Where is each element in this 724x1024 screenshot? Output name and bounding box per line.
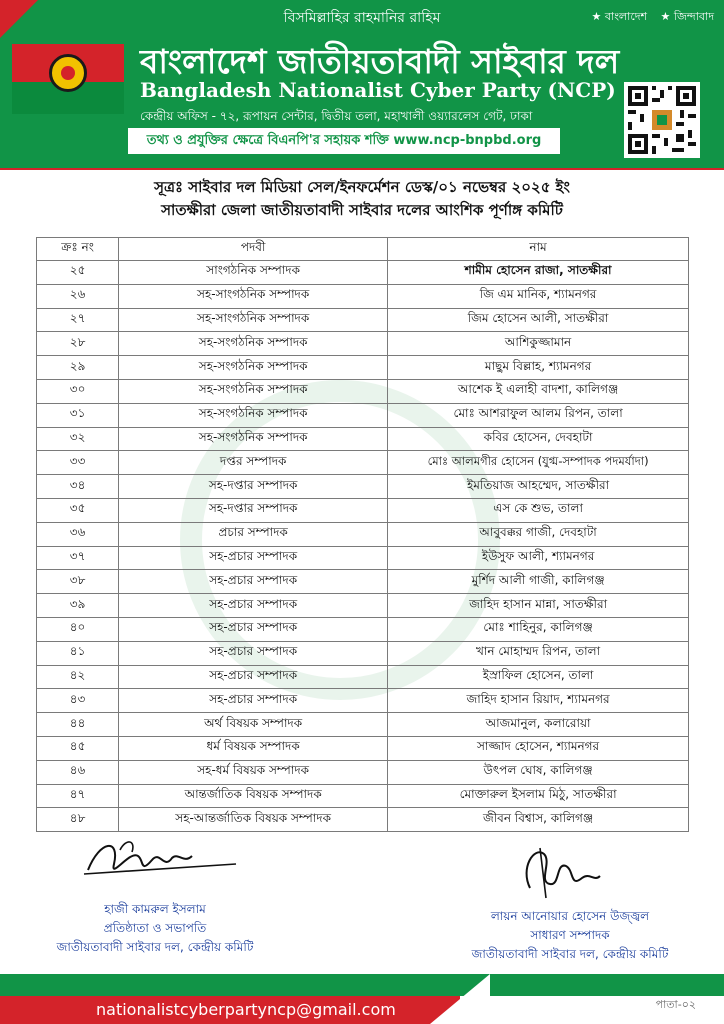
cell-name: আজমানুল, কলারোয়া [388, 713, 689, 737]
cell-name: মাছুম বিল্লাহ, শ্যামনগর [388, 356, 689, 380]
cell-designation: সহ-প্রচার সম্পাদক [119, 689, 388, 713]
table-row [37, 379, 689, 403]
signature-block-left [20, 900, 290, 957]
cell-serial: ৩০ [37, 379, 119, 403]
cell-serial: ৪১ [37, 641, 119, 665]
table-row [37, 689, 689, 713]
cell-serial: ২৯ [37, 356, 119, 380]
signature-right-icon [510, 838, 610, 904]
cell-designation: সহ-সংগঠনিক সম্পাদক [119, 356, 388, 380]
table-row [37, 617, 689, 641]
slogans [582, 8, 714, 27]
cell-serial: ২৫ [37, 261, 119, 285]
signatory-left-name: হাজী কামরুল ইসলাম [104, 902, 206, 916]
cell-designation: সহ-প্রচার সম্পাদক [119, 546, 388, 570]
org-title-bengali: বাংলাদেশ জাতীয়তাবাদী সাইবার দল [140, 42, 620, 81]
cell-name: ইউসুফ আলী, শ্যামনগর [388, 546, 689, 570]
cell-serial: ৪০ [37, 617, 119, 641]
signatory-left-org: জাতীয়তাবাদী সাইবার দল, কেন্দ্রীয় কমিটি [56, 940, 254, 954]
table-row [37, 808, 689, 832]
table-row [37, 546, 689, 570]
cell-serial: ৪৬ [37, 760, 119, 784]
signatory-right-org: জাতীয়তাবাদী সাইবার দল, কেন্দ্রীয় কমিটি [471, 947, 669, 961]
cell-name: এস কে শুভ, তালা [388, 498, 689, 522]
cell-serial: ৪৫ [37, 736, 119, 760]
cell-name: কবির হোসেন, দেবহাটা [388, 427, 689, 451]
table-row [37, 261, 689, 285]
table-row [37, 332, 689, 356]
table-row [37, 736, 689, 760]
tagline-website: তথ্য ও প্রযুক্তির ক্ষেত্রে বিএনপি'র সহায়ক শক্তি www.ncp-bnpbd.org [128, 128, 560, 154]
cell-serial: ৩৫ [37, 498, 119, 522]
cell-serial: ৪৩ [37, 689, 119, 713]
table-row [37, 784, 689, 808]
cell-serial: ৪৭ [37, 784, 119, 808]
cell-designation: সহ-সংগঠনিক সম্পাদক [119, 403, 388, 427]
cell-name: জি এম মানিক, শ্যামনগর [388, 284, 689, 308]
cell-name: শামীম হোসেন রাজা, সাতক্ষীরা [388, 261, 689, 285]
table-row [37, 475, 689, 499]
slogan-1: ★ বাংলাদেশ [591, 10, 648, 23]
cell-serial: ৩৯ [37, 594, 119, 618]
table-row [37, 427, 689, 451]
column-header-designation: পদবী [119, 238, 388, 261]
table-row [37, 308, 689, 332]
table-row [37, 641, 689, 665]
document-title-heading: সাতক্ষীরা জেলা জাতীয়তাবাদী সাইবার দলের আংশিক পূর্ণাঙ্গ কমিটি [161, 201, 563, 219]
cell-name: উৎপল ঘোষ, কালিগঞ্জ [388, 760, 689, 784]
signatory-right-role: সাধারণ সম্পাদক [530, 928, 610, 942]
cell-designation: সাংগঠনিক সম্পাদক [119, 261, 388, 285]
page-number: পাতা-০২ [655, 998, 696, 1011]
cell-serial: ৩৮ [37, 570, 119, 594]
cell-designation: সহ-প্রচার সম্পাদক [119, 665, 388, 689]
office-address: কেন্দ্রীয় অফিস - ৭২, রূপায়ন সেন্টার, দ্বিতীয় তলা, মহাখালী ওয়্যারলেস গেট, ঢাকা [140, 109, 533, 123]
qr-code-icon [624, 82, 700, 158]
cell-serial: ৪২ [37, 665, 119, 689]
cell-designation: সহ-প্রচার সম্পাদক [119, 617, 388, 641]
table-row [37, 498, 689, 522]
table-header-row [37, 238, 689, 261]
table-row [37, 570, 689, 594]
cell-name: জাহিদ হাসান রিয়াদ, শ্যামনগর [388, 689, 689, 713]
cell-name: সাজ্জাদ হোসেন, শ্যামনগর [388, 736, 689, 760]
cell-name: জাহিদ হাসান মান্না, সাতক্ষীরা [388, 594, 689, 618]
table-row [37, 594, 689, 618]
table-row [37, 522, 689, 546]
table-row [37, 284, 689, 308]
cell-serial: ২৬ [37, 284, 119, 308]
signature-left-icon [80, 830, 240, 892]
cell-designation: দপ্তর সম্পাদক [119, 451, 388, 475]
signatory-right-name: লায়ন আনোয়ার হোসেন উজ্জ্বল [490, 909, 650, 923]
signatory-left-role: প্রতিষ্ঠাতা ও সভাপতি [103, 921, 207, 935]
cell-designation: সহ-সংগঠনিক সম্পাদক [119, 379, 388, 403]
cell-designation: সহ-আন্তর্জাতিক বিষয়ক সম্পাদক [119, 808, 388, 832]
cell-name: মোঃ শাহিনুর, কালিগঞ্জ [388, 617, 689, 641]
cell-name: খান মোহাম্মদ রিপন, তালা [388, 641, 689, 665]
table-row [37, 760, 689, 784]
cell-name: ইস্রাফিল হোসেন, তালা [388, 665, 689, 689]
cell-serial: ৪৮ [37, 808, 119, 832]
cell-serial: ৩৭ [37, 546, 119, 570]
cell-designation: সহ-প্রচার সম্পাদক [119, 570, 388, 594]
cell-designation: সহ-সংগঠনিক সম্পাদক [119, 332, 388, 356]
cell-serial: ৩৪ [37, 475, 119, 499]
cell-name: ইমতিয়াজ আহম্মেদ, সাতক্ষীরা [388, 475, 689, 499]
cell-designation: সহ-সাংগঠনিক সম্পাদক [119, 284, 388, 308]
cell-name: আশেক ই এলাহী বাদশা, কালিগঞ্জ [388, 379, 689, 403]
column-header-serial: ক্রঃ নং [37, 238, 119, 261]
cell-name: মোক্তারুল ইসলাম মিঠু, সাতক্ষীরা [388, 784, 689, 808]
cell-name: মুর্শিদ আলী গাজী, কালিগঞ্জ [388, 570, 689, 594]
cell-name: আবুবক্কর গাজী, দেবহাটা [388, 522, 689, 546]
cell-name: জীবন বিশ্বাস, কালিগঞ্জ [388, 808, 689, 832]
cell-designation: সহ-সাংগঠনিক সম্পাদক [119, 308, 388, 332]
cell-serial: ৩২ [37, 427, 119, 451]
cell-designation: অর্থ বিষয়ক সম্পাদক [119, 713, 388, 737]
party-flag-logo [12, 44, 124, 114]
cell-name: আশিকুজ্জামান [388, 332, 689, 356]
cell-serial: ৪৪ [37, 713, 119, 737]
table-row [37, 713, 689, 737]
table-row [37, 356, 689, 380]
footer-email: nationalistcyberpartyncp@gmail.com [96, 1000, 396, 1019]
committee-table [36, 237, 689, 832]
cell-designation: সহ-দপ্তার সম্পাদক [119, 475, 388, 499]
signature-block-right [430, 907, 710, 964]
header-divider [0, 168, 724, 170]
cell-serial: ৩৬ [37, 522, 119, 546]
slogan-2: ★ জিন্দাবাদ [660, 10, 714, 23]
cell-designation: ধর্ম বিষয়ক সম্পাদক [119, 736, 388, 760]
cell-designation: সহ-প্রচার সম্পাদক [119, 594, 388, 618]
cell-serial: ৩৩ [37, 451, 119, 475]
cell-designation: সহ-দপ্তার সম্পাদক [119, 498, 388, 522]
column-header-name: নাম [388, 238, 689, 261]
cell-designation: সহ-সংগঠনিক সম্পাদক [119, 427, 388, 451]
cell-name: মোঃ আশরাফুল আলম রিপন, তালা [388, 403, 689, 427]
table-row [37, 665, 689, 689]
cell-designation: সহ-প্রচার সম্পাদক [119, 641, 388, 665]
cell-serial: ২৮ [37, 332, 119, 356]
cell-serial: ২৭ [37, 308, 119, 332]
header-banner [0, 0, 724, 168]
cell-serial: ৩১ [37, 403, 119, 427]
emblem-icon [49, 54, 87, 92]
cell-designation: সহ-ধর্ম বিষয়ক সম্পাদক [119, 760, 388, 784]
cell-name: মোঃ আলমগীর হোসেন (যুগ্ম-সম্পাদক পদমর্যাদা) [388, 451, 689, 475]
document-source-heading: সূত্রঃ সাইবার দল মিডিয়া সেল/ইনফর্মেশন ডেস্ক/০১ নভেম্বর ২০২৫ ইং [154, 178, 570, 196]
cell-name: জিম হোসেন আলী, সাতক্ষীরা [388, 308, 689, 332]
bismillah-text: বিসমিল্লাহির রাহমানির রাহিম [283, 10, 441, 26]
cell-designation: আন্তর্জাতিক বিষয়ক সম্পাদক [119, 784, 388, 808]
table-row [37, 403, 689, 427]
cell-designation: প্রচার সম্পাদক [119, 522, 388, 546]
org-title-english: Bangladesh Nationalist Cyber Party (NCP) [140, 78, 616, 102]
table-row [37, 451, 689, 475]
